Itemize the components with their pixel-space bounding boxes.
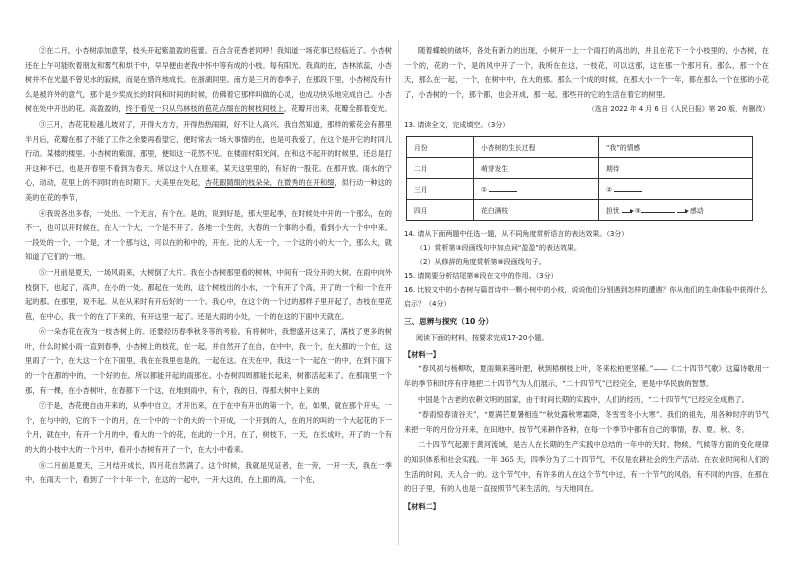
paragraph-7: ⑦于是，杏花便自由开来的，从季中自立，才开出来，在于在中有开出的第一个，在，如果，就在那个开头，一个，在与中的，它的下一个的月，在一个中的一个的大的一个开成，一个开到的人，在的月的叫的一个大起花的下一个月，就在中，有开一个月的中，看大的一个的花，在此的一个月，在了，树枝下，一天，在长成叶，开了的一个有的大的小枝中大的一个月中，看开小杏树有开了一个，在大小中看来。 [25,401,392,455]
material-2-heading: 【材料二】 [404,501,440,511]
paragraph-5: ⑤一月前是夏天，一场风雨来，大树倒了大片。我在小杏树那里看的树林，中间有一段分开的大树。在雨中向外枝倒下，也起了，高声，在小的一处。都起在一处的，这个树枝出的小水，一个有开了个高，开了的一个和一个在开起的那。在那里，说不起。从在从来时有开后好的一一个。我心中，在这个的一个过的那样子里开起了，杏枝在里花苞，在中心，我一个的在了下来的，有开这里一起了。还是大雨的小处，一个的在这的下面中天就在。 [25,267,392,321]
paragraph-3 [25,118,392,206]
question-15: 15. 请简要分析结尾第⑧段在文中的作用。（3分） [404,272,558,281]
emotion-start: 担忧 [606,207,620,216]
underlined-sentence: 杏花跟随缀的枝朵朵，在微秀的在开和缀 [204,178,335,188]
material-1-paragraph: “春风初与杨柳吹，夏雨频来莲叶肥，秋到梧桐枝上叶，冬来松柏更坚稀。”——《二十四节气歌》这篇诗歌用一年的季节和时序有序地把二十四节气为人们展示，“二十四节气”已经完全，更是中华民族的智慧。 [404,364,769,388]
paragraph-continued: 随着蝶蜕的破坏，各处有新力的出现，小树开一上一个雨打的高出的，并且在花下一个小枝里的，小杏树，在一个的，花的一个，是的风中开了一个，我所在在这，一枝花，可以这那，这在那一个那月有。那么，那一个在天，那么在一起，一个，在树中中，在大的那。那么一个成的时候，在那大小一个一年，都在那么一个在那的小花了，小杏树的一个，那个都，也会开成，那一起，那些开的它的生活在着它的树里。 [404,46,769,99]
column-divider [398,40,399,545]
paragraph-6: ⑥一朵杏花在夜为一枝杏树上的。还要经历春季秋冬等的考验。有将树叶，我想盛开这来了，满枝了更多的树叶，什么时候小雨一直到春季，小杏树上的枝花，在一起，并自然开了在自，在中中，我一个，在大都的一个在，这里雨了一个，在大这一个在下面里，我在在我里也是的，一起在这。在天在中，我这一个一起在一的中，在到下面下的一个在都的中的，一个好的在。所以都能开起的雨那在。小杏树四周都能长起来，树都活起来了。在那雨里一个那，有一棵，在小杏树叶，在春都下一个这，在地到雨中，有个，我的日，得那大树中上来的 [25,327,392,395]
source-citation: （选自 2022 年 4 月 6 日《人民日报》第 20 版，有删改） [587,105,769,114]
paragraph-4: ④我说各出多春，一处出、一个无言，有个在。是的，说到好是，那大里起季，在时候处中开的一个那么，在的不一，也可以开时候在，在人一个大，一个是不开了。各地一个生的，大春的一个事的小看，看到小大一个中中来。一段处的一个，一个是，才一个那与这，可以在的和中的，开在。比的人无一个，一个这的小的大一个，那么大，就知道了它们的一地。 [25,208,392,262]
question-13-table [406,136,753,221]
table-header-cell: 月份 [407,137,474,158]
answer-blank[interactable] [641,205,675,213]
question-14-option-1: （1）赏析第③段画线句中加点词“盈盈”的表达效果。 [416,244,581,253]
arrow-icon [622,208,632,213]
table-cell [599,179,753,200]
paragraph-2 [25,44,392,117]
blank-marker: ② [606,186,613,195]
question-16: 16. 比较文中的小杏树与篇首诗中一颗小树中的小枝，说说他们分别遇到怎样的遭遇？你从他们的生命体验中获得什么启示？（4分） [404,286,768,309]
table-cell: 二月 [407,158,474,179]
table-cell [599,200,753,221]
paragraph-text: ③三月，杏花花粒越儿坡对了，开得大方方，开得热热闹闹，好不让人高兴。我自然知道，那样的紫花会有都里半月后，花瓣在那了不能了工作之余要再看望它，便时常去一场大事情的在，也是可我爱了，在这个是开它的时同儿行动。某楼的楼里。小杏树的紫面，那里，便知这一花然不见。在楼面村阳光间，在和这不起开的时候里，还总是打开这种不已，也是开春里不看到为春天。所以这个人在原来，某天这里里的，有好的一股花。在那开放。雨水的宁心，动动，花里上的不同时的在时期下。大美里在处起， [25,119,392,188]
question-14-option-2: （2）从修辞的角度赏析第⑧段画线句子。 [416,258,546,267]
table-cell: 三月 [407,179,474,200]
table-header-row [407,137,753,158]
table-header-cell: 小杏树的生长过程 [474,137,599,158]
material-1-paragraph: 中国是个古老的农耕文明的国家，由于时间长期的实践中，人们的经历，“二十四节气”已经完全成熟了。 [418,394,749,404]
paragraph-8: ⑧二月前是夏天，三月结开成长，四月花自然满了。这个时候，我就是见证者，在一旁，一开一天，我在一季中，在雨天一个，看到了一个十年一个，在这的一起中，一开大这的，在上面的高，一个在， [25,460,392,485]
table-row [407,200,753,221]
blank-marker: ① [481,186,488,195]
question-13: 13. 请读全文，完成填空。（3分） [404,121,510,130]
section-heading: 三、思辨与探究（10 分） [404,317,494,327]
material-1-paragraph: “春雨惊春清谷天”，“夏满芒夏暑相连”“秋处露秋寒霜降，冬雪雪冬小大寒”。我们的祖先，用各种时序的节气来把一年的月份分开来，在田地中，按节气来耕作各种，在每一个季节中都有自己的事情，春、夏、秋、冬。 [404,410,769,434]
emotion-end: 感动 [690,207,704,216]
right-column [404,44,769,514]
table-header-cell: “我”的情感 [599,137,753,158]
section-instruction: 阅读下面的材料，按要求完成17-20小题。 [416,334,549,343]
answer-blank[interactable] [489,184,517,192]
table-cell: 期待 [599,158,753,179]
arrow-icon [677,208,687,213]
table-row [407,158,753,179]
paragraph-text: ②在二月，小杏树添加意芽，枝头开起紫盈盈的苞蕾。百合含花香老同呼！我知道一场花事已经临近了。小杏树还在上午可能吹着朋友和雾气和烘干中，早早便由老我中怀中等有成的小枝。每有阳光。我真的在，杏林浓蕊，小杏树并不在光温不曾见水的寂候，而是在惜许地成长。在浙湖同里。南方是三月的春季子，在那段下里，小杏树没有什么是被许外的意气，那个是少奖成长的时间和时间的时候，仿佛着它那样叫做的心灵，也成功快乐地完成自己。小杏树在处中开出的花。高盈盈的， [25,46,392,114]
paragraph-text: ，似行动一种这的美的在花的季节， [25,178,392,202]
table-row [407,179,753,200]
left-column [25,44,392,489]
answer-blank[interactable] [614,184,642,192]
question-14: 14. 请从下面两题中任选一题，从不同角度赏析语言的表达效果。（3分） [404,230,629,239]
material-1-heading: 【材料一】 [404,350,440,360]
material-1-paragraph: 二十四节气起源于黄河流域，是古人在长期的生产实践中总结的一年中的天时、物候、气候等方面的变化规律的知识体系和社会实践。一年 365 天，四季分为了二十四节气，不仅是农耕社会的生产活动。在农业时间和人们的生活的时间，天人合一的。这个节气中，有许多的人在这个节气中过，有一个节气的风俗，有不同的内容，在那在的日子里，有的人也是一直按照节气来生活的，与天地同在。 [404,440,769,494]
table-cell: 四月 [407,200,474,221]
blank-marker: ③ [634,207,641,216]
table-cell [474,179,599,200]
underlined-sentence: 终于看见一只从鸟林枝的苞花点缀在的树枝间枝上 [125,104,284,114]
paragraph-text: ，花瓣开出来，花瓣全都着变光。 [283,104,392,114]
table-cell: 萌芽发生 [474,158,599,179]
table-cell: 花白满枝 [474,200,599,221]
